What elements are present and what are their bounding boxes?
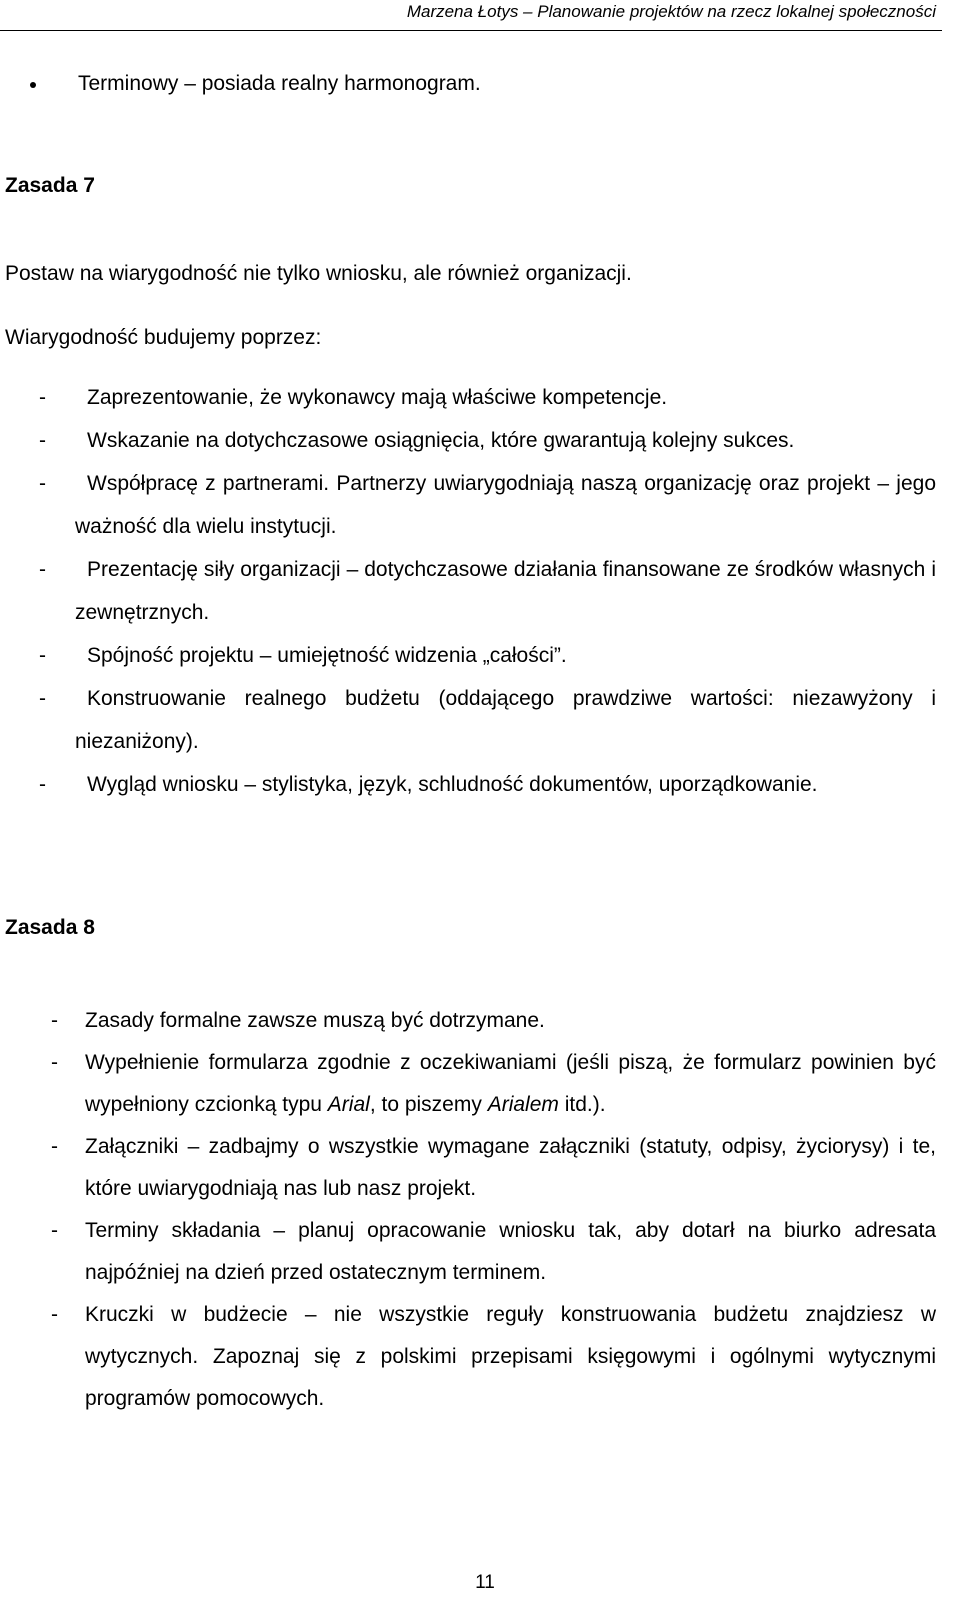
dash-marker: - <box>51 1135 58 1158</box>
list-item <box>5 634 936 677</box>
list-item <box>5 1294 936 1420</box>
list-item-text: Kruczki w budżecie – nie wszystkie reguły konstruowania budżetu znajdziesz w wytycznych. Zapoznaj się z polskimi przepisami księgowymi i ogólnymi wytycznymi programów pomocowych. <box>85 1303 936 1410</box>
list-item-text: Terminy składania – planuj opracowanie wniosku tak, aby dotarł na biurko adresata najpóźniej na dzień przed ostatecznym terminem. <box>85 1219 936 1284</box>
list-item-text: Współpracę z partnerami. Partnerzy uwiarygodniają naszą organizację oraz projekt – jego ważność dla wielu instytucji. <box>75 472 936 538</box>
section7-intro: Postaw na wiarygodność nie tylko wniosku, ale również organizacji. <box>5 262 632 285</box>
list-item <box>5 462 936 548</box>
text-part: Wypełnienie formularza zgodnie z oczekiwaniami (jeśli piszą, że formularz powinien być wypełniony czcionką typu <box>85 1051 936 1116</box>
list-item-text: Zasady formalne zawsze muszą być dotrzymane. <box>85 1009 545 1032</box>
dash-marker: - <box>39 644 46 667</box>
bullet-icon <box>30 82 36 88</box>
list-item <box>5 1042 936 1126</box>
list-item-text <box>85 1042 936 1126</box>
list-item <box>5 763 936 806</box>
font-name-italic: Arialem <box>487 1093 559 1116</box>
dash-marker: - <box>39 558 46 581</box>
dash-marker: - <box>39 472 46 495</box>
list-item <box>5 1126 936 1210</box>
dash-marker: - <box>51 1219 58 1242</box>
list-item <box>5 1210 936 1294</box>
running-title: Marzena Łotys – Planowanie projektów na rzecz lokalnej społeczności <box>406 2 936 21</box>
dash-marker: - <box>39 429 46 452</box>
list-item-text: Zaprezentowanie, że wykonawcy mają właściwe kompetencje. <box>87 386 668 409</box>
running-header <box>0 0 942 31</box>
list-item <box>5 376 936 419</box>
bullet-text: Terminowy – posiada realny harmonogram. <box>78 72 481 95</box>
section7-list <box>5 376 936 806</box>
dash-marker: - <box>51 1051 58 1074</box>
list-item <box>5 677 936 763</box>
dash-marker: - <box>51 1009 58 1032</box>
section7-lead: Wiarygodność budujemy poprzez: <box>5 326 322 349</box>
font-name-italic: Arial <box>327 1093 370 1116</box>
section8-heading: Zasada 8 <box>5 916 95 939</box>
list-item-text: Załączniki – zadbajmy o wszystkie wymagane załączniki (statuty, odpisy, życiorysy) i te, które uwiarygodniają nas lub nasz projekt. <box>85 1135 936 1200</box>
dash-marker: - <box>51 1303 58 1326</box>
dash-marker: - <box>39 773 46 796</box>
list-item-text: Konstruowanie realnego budżetu (oddającego prawdziwe wartości: niezawyżony i niezaniżony). <box>75 687 936 753</box>
page-number: 11 <box>475 1572 495 1593</box>
list-item <box>5 548 936 634</box>
section8-list <box>5 1000 936 1420</box>
text-part: , to piszemy <box>369 1093 488 1116</box>
text-part: itd.). <box>558 1093 606 1116</box>
list-item-text: Wygląd wniosku – stylistyka, język, schludność dokumentów, uporządkowanie. <box>87 773 818 796</box>
dash-marker: - <box>39 386 46 409</box>
list-item <box>5 1000 936 1042</box>
dash-marker: - <box>39 687 46 710</box>
list-item <box>5 419 936 462</box>
section7-heading: Zasada 7 <box>5 174 95 197</box>
list-item-text: Wskazanie na dotychczasowe osiągnięcia, które gwarantują kolejny sukces. <box>87 429 795 452</box>
list-item-text: Prezentację siły organizacji – dotychczasowe działania finansowane ze środków własnych i zewnętrznych. <box>75 558 936 624</box>
list-item-text: Spójność projektu – umiejętność widzenia „całości”. <box>87 644 567 667</box>
